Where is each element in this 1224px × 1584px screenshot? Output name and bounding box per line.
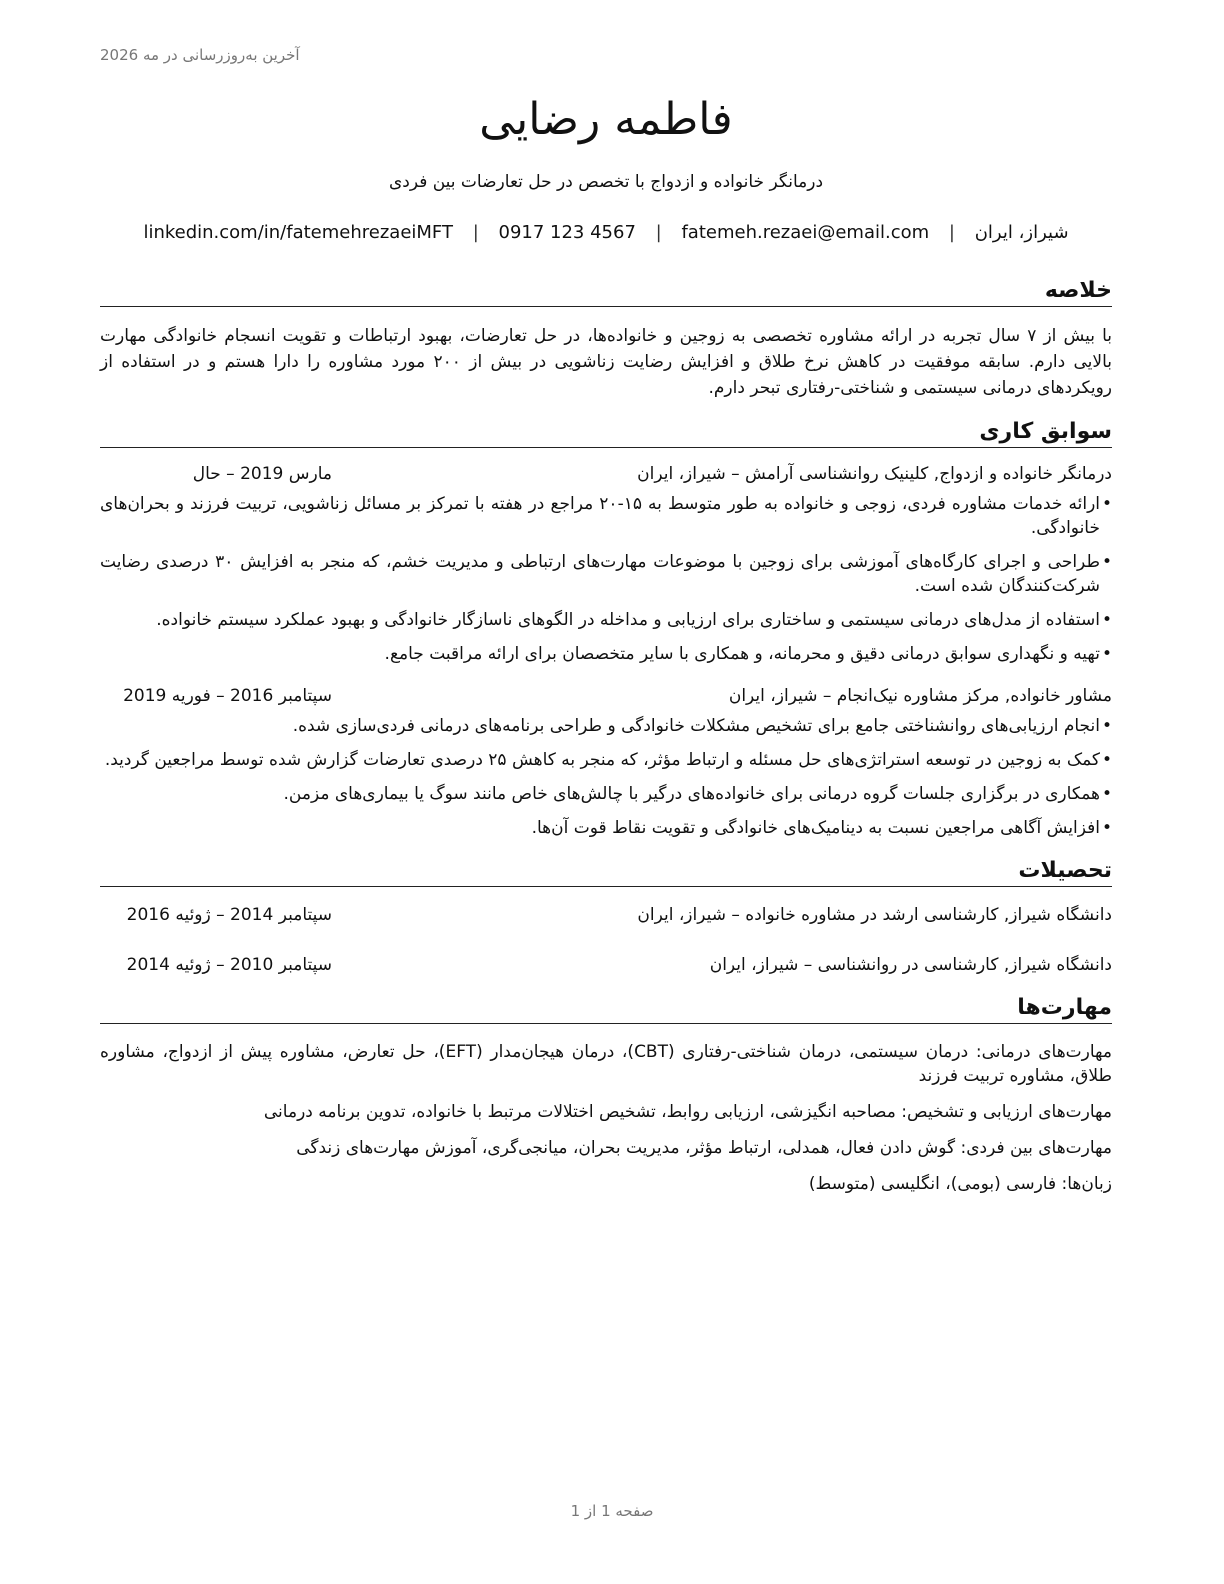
education-item xyxy=(100,903,1112,927)
section-heading-skills: مهارت‌ها xyxy=(100,993,1112,1024)
skill-line: مهارت‌های درمانی: درمان سیستمی، درمان شناختی-رفتاری (CBT)، درمان هیجان‌مدار (EFT)، حل تعارض، مشاوره پیش از ازدواج، مشاوره طلاق، مشاوره تربیت فرزند xyxy=(100,1042,1112,1086)
section-heading-education: تحصیلات xyxy=(100,856,1112,887)
job-bullet: • افزایش آگاهی مراجعین نسبت به دینامیک‌های خانوادگی و تقویت نقاط قوت آن‌ها. xyxy=(100,816,1112,840)
job-bullet: • کمک به زوجین در توسعه استراتژی‌های حل مسئله و ارتباط مؤثر، که منجر به کاهش ۲۵ درصدی تعارضات گزارش شده توسط مراجعین گردید. xyxy=(100,748,1112,772)
skills-list xyxy=(100,1040,1112,1196)
contact-linkedin[interactable]: linkedin.com/in/fatemehrezaeiMFT xyxy=(143,222,453,243)
job-header xyxy=(100,462,1112,486)
section-heading-summary: خلاصه xyxy=(100,276,1112,307)
education-degree: دانشگاه شیراز, کارشناسی در روانشناسی – شیراز، ایران xyxy=(709,955,1112,975)
contact-separator: | xyxy=(472,222,479,243)
job-bullet: • طراحی و اجرای کارگاه‌های آموزشی برای زوجین با موضوعات مهارت‌های ارتباطی و مدیریت خشم، که منجر به افزایش ۳۰ درصدی رضایت شرکت‌کنندگان شده است. xyxy=(100,550,1112,598)
skill-line: زبان‌ها: فارسی (بومی)، انگلیسی (متوسط) xyxy=(808,1174,1112,1194)
skill-line: مهارت‌های بین فردی: گوش دادن فعال، همدلی، ارتباط مؤثر، مدیریت بحران، میانجی‌گری، آموزش مهارت‌های زندگی xyxy=(296,1138,1112,1158)
skill-line: مهارت‌های ارزیابی و تشخیص: مصاحبه انگیزشی، ارزیابی روابط، تشخیص اختلالات مرتبط با خانواده، تدوین برنامه درمانی xyxy=(263,1102,1112,1122)
education-dates: سپتامبر 2014 – ژوئیه 2016 xyxy=(126,905,332,925)
education-degree: دانشگاه شیراز, کارشناسی ارشد در مشاوره خانواده – شیراز، ایران xyxy=(637,905,1112,925)
job-dates: مارس 2019 – حال xyxy=(192,464,332,484)
resume-page xyxy=(100,0,1112,1208)
contact-separator: | xyxy=(948,222,955,243)
education-dates: سپتامبر 2010 – ژوئیه 2014 xyxy=(126,955,332,975)
contact-separator: | xyxy=(655,222,662,243)
summary-text: با بیش از ۷ سال تجربه در ارائه مشاوره تخصصی به زوجین و خانواده‌ها، در حل تعارضات، بهبود ارتباطات و تقویت انسجام خانوادگی مهارت بالایی دارم. سابقه موفقیت در کاهش نرخ طلاق و افزایش رضایت زناشویی در بیش از ۲۰۰ مورد مشاوره را دارا هستم و در استفاده از رویکردهای درمانی سیستمی و شناختی-رفتاری تبحر دارم. xyxy=(100,326,1112,398)
job-title: درمانگر خانواده و ازدواج, کلینیک روانشناسی آرامش – شیراز، ایران xyxy=(637,464,1112,484)
section-heading-experience: سوابق کاری xyxy=(100,417,1112,448)
contact-line xyxy=(100,220,1112,246)
education-item xyxy=(100,953,1112,977)
job-bullet: • استفاده از مدل‌های درمانی سیستمی و ساختاری برای ارزیابی و مداخله در الگوهای ناسازگار خانوادگی و بهبود عملکرد سیستم خانواده. xyxy=(100,608,1112,632)
job-bullets xyxy=(100,492,1112,666)
job-header xyxy=(100,684,1112,708)
job-title: مشاور خانواده, مرکز مشاوره نیک‌انجام – شیراز، ایران xyxy=(728,686,1112,706)
job-bullets xyxy=(100,714,1112,840)
job-dates: سپتامبر 2016 – فوریه 2019 xyxy=(123,686,332,706)
job-bullet: • ارائه خدمات مشاوره فردی، زوجی و خانواده به طور متوسط به ۱۵-۲۰ مراجع در هفته با تمرکز بر مسائل زناشویی، تربیت فرزند و بحران‌های خانوادگی. xyxy=(100,492,1112,540)
candidate-title: درمانگر خانواده و ازدواج با تخصص در حل تعارضات بین فردی xyxy=(388,172,824,192)
page-number: صفحه 1 از 1 xyxy=(570,1502,654,1520)
last-updated-note: آخرین به‌روزرسانی در مه 2026 xyxy=(100,46,300,64)
contact-location: شیراز، ایران xyxy=(974,222,1069,243)
contact-phone[interactable]: 0917 123 4567 xyxy=(498,222,636,243)
job-bullet: • انجام ارزیابی‌های روانشناختی جامع برای تشخیص مشکلات خانوادگی و طراحی برنامه‌های درمانی فردی‌سازی شده. xyxy=(100,714,1112,738)
candidate-name: فاطمه رضایی xyxy=(479,94,733,145)
job-bullet: • همکاری در برگزاری جلسات گروه درمانی برای خانواده‌های درگیر با چالش‌های خاص مانند سوگ یا بیماری‌های مزمن. xyxy=(100,782,1112,806)
job-bullet: • تهیه و نگهداری سوابق درمانی دقیق و محرمانه، و همکاری با سایر متخصصان برای ارائه مراقبت جامع. xyxy=(100,642,1112,666)
contact-email[interactable]: fatemeh.rezaei@email.com xyxy=(681,222,930,243)
